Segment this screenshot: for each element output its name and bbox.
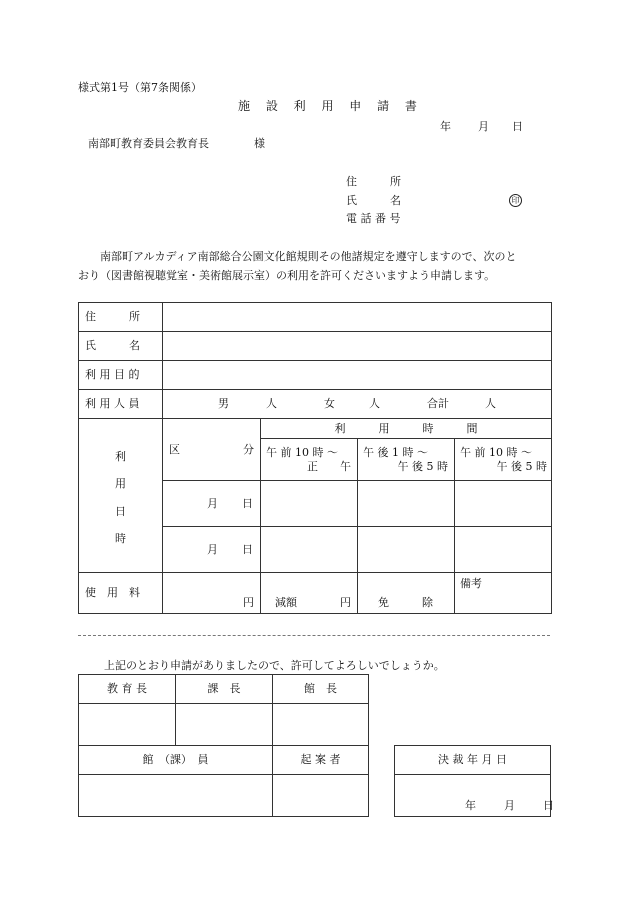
date-year: 年 [440,120,451,133]
date-row-1[interactable]: 月 日 [163,481,261,527]
decision-day: 日 [543,798,554,812]
row-address-label: 住 所 [79,303,163,332]
slot-2-row-2[interactable] [358,527,455,573]
date-month: 月 [478,120,489,133]
staff-label: 館 （課） 員 [79,746,273,775]
decision-year: 年 [465,798,476,812]
approval-table [78,674,369,817]
male-unit: 人 [266,397,277,410]
usage-char-2: 用 [115,477,126,491]
drafter-stamp[interactable] [273,775,369,817]
applicant-phone-label: 電 話 番 号 [346,212,401,225]
total-unit: 人 [485,397,496,410]
form-title: 施 設 利 用 申 請 書 [238,99,423,113]
female-unit: 人 [369,397,380,410]
seal-mark [509,194,522,207]
seal-icon: 印 [509,194,522,207]
usage-char-4: 時 [115,531,126,545]
row-persons-label: 利 用 人 員 [79,390,163,419]
staff-stamp[interactable] [79,775,273,817]
section-chief-stamp[interactable] [176,704,273,746]
slot-2-row-1[interactable] [358,481,455,527]
usage-datetime-label [79,419,163,573]
addressee: 南部町教育委員会教育長 [88,137,209,150]
slot-3-row-1[interactable] [455,481,552,527]
usage-time-header: 利 用 時 間 [261,419,552,439]
decision-date-label: 決 裁 年 月 日 [395,746,551,775]
application-table [78,302,552,614]
section-chief-label: 課 長 [176,675,273,704]
superintendent-label: 教 育 長 [79,675,176,704]
name-field[interactable] [163,332,552,361]
applicant-name-label: 氏 名 [346,194,401,207]
drafter-label: 起 案 者 [273,746,369,775]
time-slot-1: 午 前 10 時 ～ 正 午 [261,439,358,481]
slot-1-row-2[interactable] [261,527,358,573]
fee-exemption[interactable]: 免 除 [358,573,455,614]
body-text-line2: おり（図書館視聴覚室・美術館展示室）の利用を許可くださいますよう申請します。 [78,269,496,282]
persons-field[interactable] [163,390,552,419]
usage-char-3: 日 [115,504,126,518]
address-field[interactable] [163,303,552,332]
fee-reduction[interactable]: 減額 円 [261,573,358,614]
row-purpose-label: 利 用 目 的 [79,361,163,390]
director-stamp[interactable] [273,704,369,746]
slot-1-row-1[interactable] [261,481,358,527]
body-text-line1: 南部町アルカディア南部総合公園文化館規則その他諸規定を遵守しますので、次のと [100,250,517,263]
usage-char-1: 利 [115,450,126,464]
slot-3-row-2[interactable] [455,527,552,573]
time-slot-2: 午 後 1 時 ～ 午 後 5 時 [358,439,455,481]
decision-date-field[interactable] [395,775,554,817]
purpose-field[interactable] [163,361,552,390]
applicant-address-label: 住 所 [346,175,401,188]
decision-date-table [394,745,554,817]
honorific: 様 [254,137,265,150]
time-slot-3: 午 前 10 時 ～ 午 後 5 時 [455,439,552,481]
approval-note: 上記のとおり申請がありましたので、許可してよろしいでしょうか。 [104,659,445,672]
decision-month: 月 [504,798,515,812]
director-label: 館 長 [273,675,369,704]
superintendent-stamp[interactable] [79,704,176,746]
cut-line [78,635,550,636]
date-row-2[interactable]: 月 日 [163,527,261,573]
row-name-label: 氏 名 [79,332,163,361]
category-cell: 区 分 [163,419,261,481]
male-label: 男 [218,397,229,410]
date-day: 日 [512,120,523,133]
remarks-cell[interactable]: 備考 [455,573,552,614]
fee-amount[interactable]: 円 [163,573,261,614]
female-label: 女 [324,397,335,410]
total-label: 合計 [427,397,449,410]
fee-label: 使 用 料 [79,573,163,614]
form-number: 様式第1号（第7条関係） [78,81,202,94]
